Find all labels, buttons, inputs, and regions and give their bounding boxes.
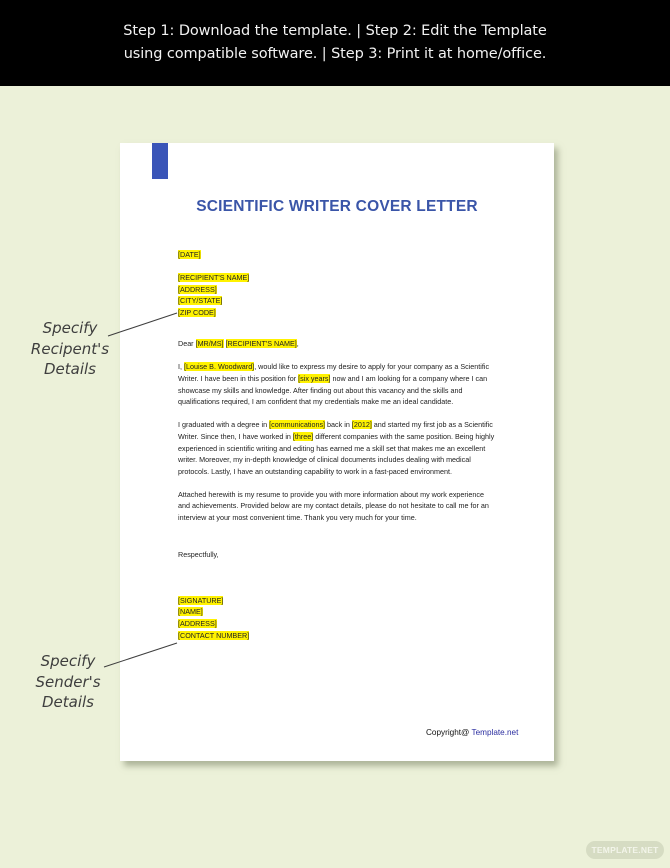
- applicant-name-placeholder[interactable]: [Louise B. Woodward]: [184, 362, 255, 372]
- instructions-banner: [0, 0, 670, 86]
- contact-number-placeholder[interactable]: [CONTACT NUMBER]: [178, 630, 250, 640]
- letter-body: [178, 249, 528, 641]
- date-placeholder[interactable]: [DATE]: [178, 250, 201, 259]
- sender-name-placeholder[interactable]: [NAME]: [178, 607, 203, 617]
- paragraph-closing: Attached herewith is my resume to provide you with more information about my work experience and achievements. Provided below are my contact details, please do not hesitate to call me for an interview at your most convenient time. Thank you very much for your time.: [178, 489, 489, 523]
- recipient-city-state-placeholder[interactable]: [CITY/STATE]: [178, 296, 223, 306]
- document-title: SCIENTIFIC WRITER COVER LETTER: [196, 198, 478, 215]
- recipient-zip-placeholder[interactable]: [ZIP CODE]: [178, 307, 216, 317]
- brand-link[interactable]: Template.net: [471, 728, 519, 737]
- salutation-title-placeholder[interactable]: [MR/MS]: [195, 339, 224, 349]
- salutation: Dear [MR/MS] [RECIPIENT'S NAME],: [178, 339, 299, 349]
- template-net-watermark: TEMPLATE.NET: [586, 841, 664, 859]
- banner-line-2: using compatible software. | Step 3: Print it at home/office.: [123, 46, 547, 62]
- closing-text: Respectfully,: [178, 550, 219, 560]
- accent-bar: [152, 143, 168, 179]
- callout-sender-details: Specify Sender's Details: [35, 652, 101, 711]
- salutation-name-placeholder[interactable]: [RECIPIENT'S NAME]: [225, 339, 297, 349]
- degree-placeholder[interactable]: [communications]: [269, 420, 326, 430]
- paragraph-experience: I graduated with a degree in [communications] back in [2012] and started my first job as a Scientific Writer. Since then, I have worked in [three] different companies with the same position. Being highly experienced in scientific writing and editing has earned me a skill set that makes me an excellent writer. Moreover, my in-depth knowledge of clinical documents includes dealing with medical protocols. Lastly, I have an outstanding capability to work in a fast-paced environment.: [178, 420, 495, 476]
- banner-line-1: Step 1: Download the template. | Step 2: Edit the Template: [123, 23, 547, 39]
- callout-recipient-details: Specify Recipent's Details: [30, 319, 110, 378]
- paragraph-intro: I, [Louise B. Woodward], would like to express my desire to apply for your company as a Scientific Writer. I have been in this position for [six years] now and I am looking for a company where I can showcase my skills and knowledge. After finding out about this vacancy and the skills and qualifications required, I am confident that my credentials make me an ideal candidate.: [178, 362, 490, 407]
- company-count-placeholder[interactable]: [three]: [292, 431, 314, 441]
- years-placeholder[interactable]: [six years]: [298, 373, 331, 383]
- document-page: [120, 143, 554, 761]
- year-placeholder[interactable]: [2012]: [351, 420, 372, 430]
- recipient-name-placeholder[interactable]: [RECIPIENT'S NAME]: [178, 273, 250, 283]
- recipient-address-placeholder[interactable]: [ADDRESS]: [178, 284, 217, 294]
- signature-placeholder[interactable]: [SIGNATURE]: [178, 595, 224, 605]
- sender-address-placeholder[interactable]: [ADDRESS]: [178, 619, 217, 629]
- copyright-notice: Copyright@ Template.net: [426, 728, 519, 737]
